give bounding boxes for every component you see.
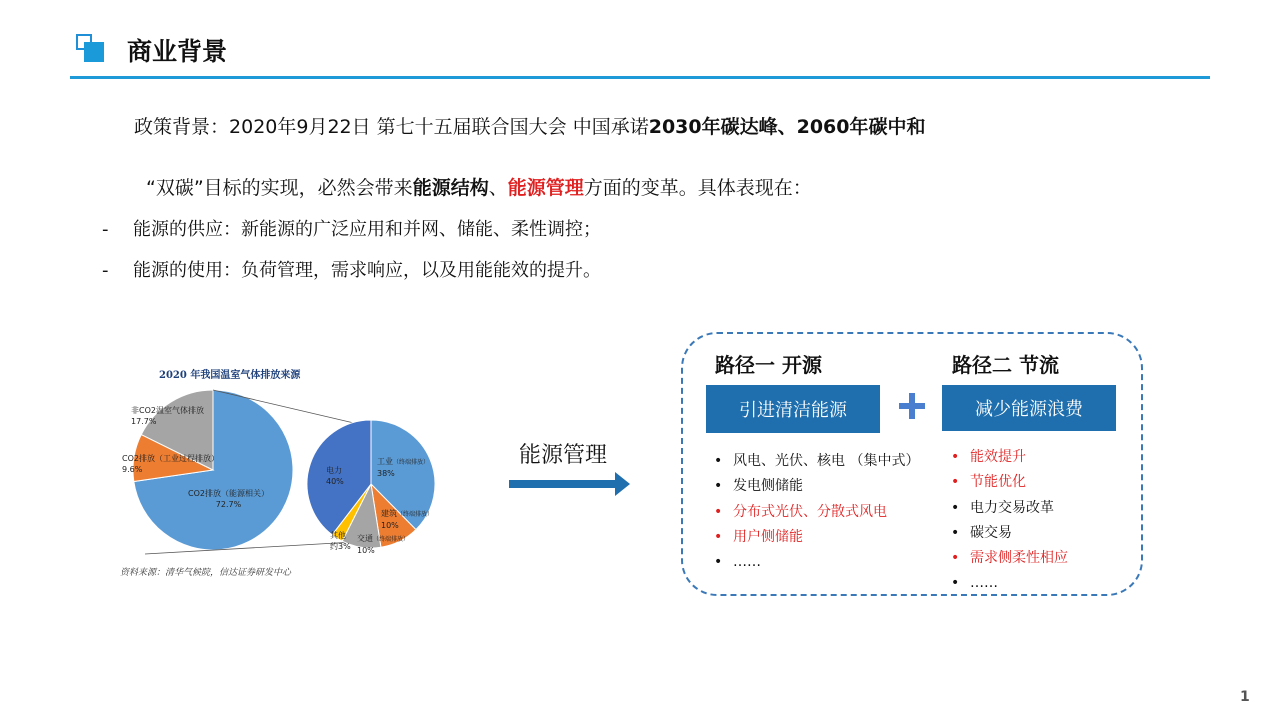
bullet-usage-text: 能源的使用：负荷管理，需求响应，以及用能能效的提升。 xyxy=(133,260,601,281)
bullet-usage xyxy=(102,257,601,285)
path1-list xyxy=(714,449,919,575)
label-building-name: 建筑 xyxy=(381,509,397,518)
bullet-dash: - xyxy=(102,260,109,281)
intro-part-1: “双碳”目标的实现，必然会带来 xyxy=(146,177,413,199)
path2-heading: 路径二 节流 xyxy=(952,353,1059,377)
label-process-value: 9.6% xyxy=(122,465,143,474)
label-industry-value: 38% xyxy=(377,469,395,478)
chart-source: 资料来源：清华气候院，信达证券研发中心 xyxy=(120,568,292,578)
bullet-supply xyxy=(102,216,601,244)
label-transport-value: 10% xyxy=(357,546,375,555)
label-energy-value: 72.7% xyxy=(215,500,242,509)
bullet-supply-text: 能源的供应：新能源的广泛应用和并网、储能、柔性调控； xyxy=(133,219,601,240)
intro-energy-management: 能源管理 xyxy=(507,177,584,199)
right-arrow-icon xyxy=(509,471,631,497)
label-industry-note: （终端排放） xyxy=(393,459,430,466)
list-item: • 电力交易改革 xyxy=(951,499,1054,516)
label-power xyxy=(326,465,344,487)
policy-goal: 2030年碳达峰、2060年碳中和 xyxy=(648,116,926,138)
label-energy-name: CO2排放（能源相关） xyxy=(188,489,269,498)
label-process-name: CO2排放（工业过程排放） xyxy=(122,454,219,463)
label-non-co2 xyxy=(131,405,204,427)
path1-heading: 路径一 开源 xyxy=(715,353,822,377)
page-title: 商业背景 xyxy=(127,37,228,66)
label-other-name: 其他 xyxy=(330,531,346,540)
label-transport xyxy=(357,533,409,556)
list-item: • 节能优化 xyxy=(951,474,1026,491)
policy-line xyxy=(134,113,925,141)
list-item: • …… xyxy=(951,575,998,592)
intro-line xyxy=(146,174,812,202)
path1-box: 引进清洁能源 xyxy=(706,385,880,433)
label-non-co2-value: 17.7% xyxy=(131,417,157,426)
label-power-value: 40% xyxy=(326,477,344,486)
plus-icon xyxy=(898,392,926,420)
label-building xyxy=(381,508,433,531)
policy-text: 2020年9月22日 第七十五届联合国大会 中国承诺 xyxy=(229,116,649,138)
label-other xyxy=(330,530,351,552)
logo-square-filled xyxy=(84,42,104,62)
list-item: • 能效提升 xyxy=(951,449,1026,465)
intro-energy-structure: 能源结构 xyxy=(412,177,489,199)
label-building-value: 10% xyxy=(381,521,399,530)
label-industry-name: 工业 xyxy=(377,457,393,466)
intro-part-3: 方面的变革。具体表现在： xyxy=(583,177,812,199)
list-item: • 发电侧储能 xyxy=(714,478,803,495)
label-energy xyxy=(188,488,269,510)
label-transport-note: （终端排放） xyxy=(373,536,410,543)
list-item: • 碳交易 xyxy=(951,524,1012,541)
label-non-co2-name: 非CO2温室气体排放 xyxy=(131,406,204,415)
list-item: • 需求侧柔性相应 xyxy=(951,550,1068,567)
policy-label: 政策背景： xyxy=(134,116,230,138)
label-process xyxy=(122,453,219,475)
label-industry xyxy=(377,456,429,479)
intro-part-2: 、 xyxy=(488,177,508,199)
label-power-name: 电力 xyxy=(326,466,342,475)
label-transport-name: 交通 xyxy=(357,534,373,543)
path2-list xyxy=(951,445,1068,597)
page-number: 1 xyxy=(1240,689,1250,705)
list-item: • 用户侧储能 xyxy=(714,528,803,545)
bullet-dash: - xyxy=(102,219,109,240)
list-item: • 风电、光伏、核电 （集中式） xyxy=(714,453,920,469)
list-item: • …… xyxy=(714,554,761,571)
arrow-label: 能源管理 xyxy=(519,443,608,468)
label-building-note: （终端排放） xyxy=(397,511,434,518)
list-item: • 分布式光伏、分散式风电 xyxy=(714,503,887,520)
title-divider xyxy=(70,76,1210,79)
path2-box: 减少能源浪费 xyxy=(942,385,1116,431)
label-other-value: 约3% xyxy=(330,542,351,551)
chart-title: 2020 年我国温室气体排放来源 xyxy=(159,370,301,381)
